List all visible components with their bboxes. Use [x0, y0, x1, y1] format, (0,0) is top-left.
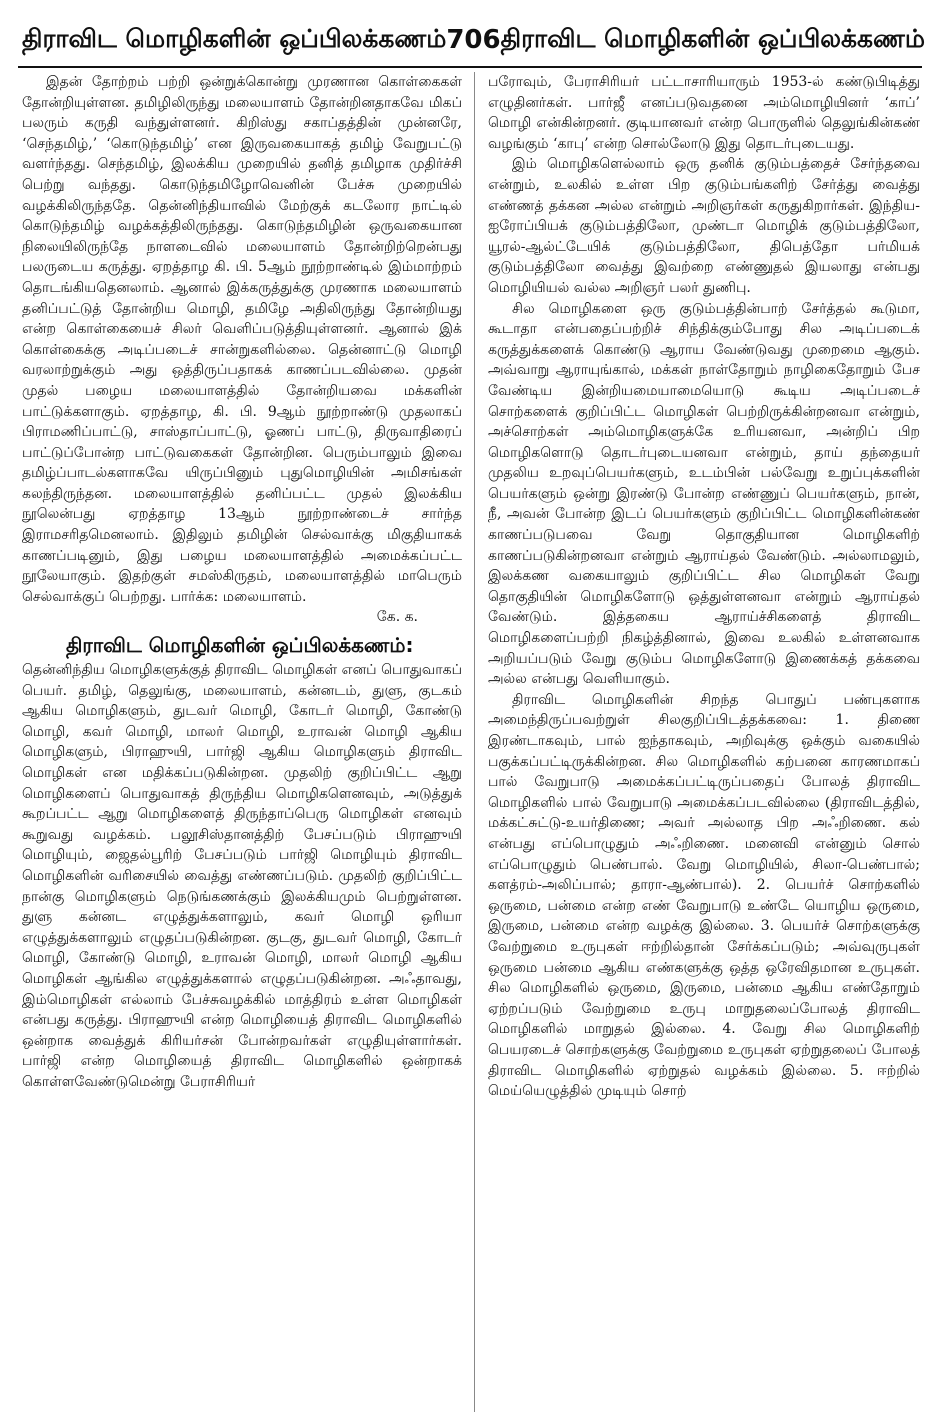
parji-paragraph: பரோவும், பேராசிரியர் பட்டாசாரியாரும் 1953-ல் கண்டுபிடித்து எழுதினர்கள். பார்ஜீ எனப்படுவதனை அம்மொழியினர் ‘காப்’ மொழி என்கின்றனர். குடியானவர் என்ற பொருளில் தெலுங்கின்கண் வழங்கும் ‘காபு’ என்ற சொல்லோடு இது தொடர்புடையது.: [488, 74, 920, 152]
features-paragraph: திராவிட மொழிகளின் சிறந்த பொதுப் பண்புகளாக அமைந்திருப்பவற்றுள் சிலகுறிப்பிடத்தக்கவை: 1. திணை இரண்டாகவும், பால் ஐந்தாகவும், அறிவுக்கு ஒக்கும் வகையில் பகுக்கப்பட்டிருக்கின்றன. சில மொழிகளில் கற்பனை காரணமாகப் பால் வேறுபாடு அமைக்கப்பட்டிருப்பதைப் போலத் திராவிட மொழிகளில் பால் வேறுபாடு அமைக்கப்படவில்லை (திராவிடத்தில், மக்கட்சுட்டு-உயர்திணை; அவர் அல்லாத பிற அஃறிணை. கல் என்பது எப்பொழுதும் அஃறிணை. மனைவி என்னும் சொல் எப்பொழுதும் பெண்பால். வேறு மொழியில், சிலா-பெண்பால்; களத்ரம்-அலிப்பால்; தாரா-ஆண்பால்). 2. பெயர்ச் சொற்களில் ஒருமை, பன்மை என்ற எண் வேறுபாடு உண்டே யொழிய ஒருமை, இருமை, பன்மை என்ற வழக்கு இல்லை. 3. பெயர்ச் சொற்களுக்கு வேற்றுமை உருபுகள் ஈற்றில்தான் சேர்க்கப்படும்; அவ்வுருபுகள் ஒருமை பன்மை ஆகிய எண்களுக்கு ஒத்த ஒரேவிதமான உருபுகள். சில மொழிகளில் ஒருமை, இருமை, பன்மை ஆகிய எண்தோறும் ஏற்றப்படும் வேற்றுமை உருபு மாறுதலைப்போலத் திராவிட மொழிகளில் மாறுதல் இல்லை. 4. வேறு சில மொழிகளிற் பெயரடைச் சொற்களுக்கு வேற்றுமை உருபுகள் ஏற்றுதலைப் போலத் திராவிட மொழிகளில் ஏற்றுதல் வழக்கம் இல்லை. 5. ஈற்றில் மெய்யெழுத்தில் முடியும் சொற்: [488, 691, 920, 1100]
right-column: [488, 72, 920, 1417]
column-divider: [474, 72, 475, 1412]
family-paragraph: இம் மொழிகளெல்லாம் ஒரு தனிக் குடும்பத்தைச் சேர்ந்தவை என்றும், உலகில் உள்ள பிற குடும்பங்களிற் சேர்த்து வைத்து எண்ணத் தக்கன அல்ல என்றும் அறிஞர்கள் கருதுகிறார்கள். இந்திய-ஐரோப்பியக் குடும்பத்திலோ, முண்டா மொழிக் குடும்பத்திலோ, யூரல்-ஆல்ட்டேயிக் குடும்பத்திலோ, திபெத்தோ பர்மியக் குடும்பத்திலோ வைத்து இவற்றை எண்ணுதல் இயலாது என்பது மொழியியல் வல்ல அறிஞர் பலர் துணிபு.: [488, 156, 920, 296]
header-title-left: திராவிட மொழிகளின் ஒப்பிலக்கணம்: [22, 23, 447, 53]
header-title-right: திராவிட மொழிகளின் ஒப்பிலக்கணம்: [500, 23, 925, 53]
method-paragraph: சில மொழிகளை ஒரு குடும்பத்தின்பாற் சேர்த்தல் கூடுமா, கூடாதா என்பதைப்பற்றிச் சிந்திக்கும்போது சில அடிப்படைக் கருத்துக்களைக் கொண்டு ஆராய வேண்டுவது முறைமை ஆகும். அவ்வாறு ஆராயுங்கால், மக்கள் நாள்தோறும் நாழிகைதோறும் பேச வேண்டிய இன்றியமையாமையொடு கூடிய அடிப்படைச் சொற்களைக் குறிப்பிட்ட மொழிகள் பெற்றிருக்கின்றனவா என்றும், அச்சொற்கள் அம்மொழிகளுக்கே உரியனவா, அன்றிப் பிற மொழிகளொடு தொடர்புடையனவா என்றும், தாய் தந்தையர் முதலிய உறவுப்பெயர்களும், உடம்பின் பல்வேறு உறுப்புக்களின் பெயர்களும் ஒன்று இரண்டு போன்ற எண்ணுப் பெயர்களும், நான், நீ, அவன் போன்ற இடப் பெயர்களும் குறிப்பிட்ட மொழிகளின்கண் காணப்படுபவை வேறு தொகுதியான மொழிகளிற் காணப்படுகின்றனவா என்றும் ஆராய்தல் வேண்டும். அல்லாமலும், இலக்கண வகையாலும் குறிப்பிட்ட சில மொழிகள் வேறு தொகுதியின் மொழிகளோடு ஒத்துள்ளனவா என்றும் ஆராய்தல் வேண்டும். இத்தகைய ஆராய்ச்சிகளைத் திராவிட மொழிகளைப்பற்றி நிகழ்த்தினால், இவை உலகில் உள்ளனவாக அறியப்படும் வேறு குடும்ப மொழிகளோடு இணைக்கத் தக்கவை அல்ல என்பது வெளியாகும்.: [488, 300, 920, 688]
page-number: 706: [446, 25, 501, 55]
left-column: [22, 72, 462, 1417]
running-header: [22, 18, 925, 62]
header-rule: [18, 66, 922, 68]
malayalam-origin-paragraph: இதன் தோற்றம் பற்றி ஒன்றுக்கொன்று முரணான கொள்கைகள் தோன்றியுள்ளன. தமிழிலிருந்து மலையாளம் தோன்றினதாகவே மிகப் பலரும் கருதி வந்துள்ளனர். கிறிஸ்து சகாப்தத்தின் முன்னரே, ‘செந்தமிழ்,’ ‘கொடுந்தமிழ்’ என இருவகையாகத் தமிழ் வேறுபட்டு வளர்ந்தது. செந்தமிழ், இலக்கிய முறையில் தனித் தமிழாக முதிர்ச்சி பெற்று வந்தது. கொடுந்தமிழோவெனின் பேச்சு முறையில் வழக்கிலிருந்ததே. தென்னிந்தியாவில் மேற்குக் கடலோர நாட்டில் கொடுந்தமிழ் வழக்கத்திலிருந்தது. கொடுந்தமிழின் ஒருவகையான நிலையிலிருந்தே நாளடைவில் மலையாளம் தோன்றிற்றென்பது பலருடைய கருத்து. ஏறத்தாழ கி. பி. 5ஆம் நூற்றாண்டில் இம்மாற்றம் தொடங்கியதெனலாம். ஆனால் இக்கருத்துக்கு முரணாக மலையாளம் தனிப்பட்டுத் தோன்றிய மொழி, தமிழே அதிலிருந்து தோன்றியது என்ற கொள்கையைச் சிலர் வெளிப்படுத்தியுள்ளனர். ஆனால் இக் கொள்கைக்கு அடிப்படைச் சான்றுகளில்லை. தென்னாட்டு மொழி வரலாற்றுக்கும் அது ஒத்திருப்பதாகக் காணப்படவில்லை. முதன் முதல் பழைய மலையாளத்தில் தோன்றியவை மக்களின் பாட்டுக்களாகும். ஏறத்தாழ, கி. பி. 9ஆம் நூற்றாண்டு முதலாகப் பிராமணிப்பாட்டு, சாஸ்தாப்பாட்டு, ஓணப் பாட்டு, திருவாதிரைப் பாட்டுப்போன்ற பாட்டுவகைகள் தோன்றின. பெரும்பாலும் இவை தமிழ்ப்பாடல்களாகவே யிருப்பினும் புதுமொழியின் அமிசங்கள் கலந்திருந்தன. மலையாளத்தில் தனிப்பட்ட முதல் இலக்கிய நூலென்பது ஏறத்தாழ 13ஆம் நூற்றாண்டைச் சார்ந்த இராமசரிதமெனலாம். இதிலும் தமிழின் செல்வாக்கு மிகுதியாகக் காணப்படினும், இது பழைய மலையாளத்தில் அமைக்கப்பட்ட நூலேயாகும். இதற்குள் சமஸ்கிருதம், மலையாளத்தில் மாபெரும் செல்வாக்குப் பெற்றது. பார்க்க: மலையாளம்.: [22, 74, 462, 605]
dravidian-languages-paragraph: தென்னிந்திய மொழிகளுக்குத் திராவிட மொழிகள் எனப் பொதுவாகப் பெயர். தமிழ், தெலுங்கு, மலையாளம், கன்னடம், துளு, குடகம் ஆகிய மொழிகளும், துடவர் மொழி, கோடர் மொழி, கோண்டு மொழி, கவர் மொழி, மாலர் மொழி, உராவன் மொழி ஆகிய மொழிகளும், பிராஹுயி, பார்ஜி ஆகிய மொழிகளும் திராவிட மொழிகள் என மதிக்கப்படுகின்றன. முதலிற் குறிப்பிட்ட ஆறு மொழிகளைப் பொதுவாகத் திருந்திய மொழிகளெனவும், அடுத்துக் கூறப்பட்ட ஆறு மொழிகளைத் திருந்தாப்பெரு மொழிகள் எனவும் கூறுவது வழக்கம். பலூசிஸ்தானத்திற் பேசப்படும் பிராஹுயி மொழியும், ஜைதல்பூரிற் பேசப்படும் பார்ஜி மொழியும் திராவிட மொழிகளின் வரிசையில் வைத்து எண்ணப்படும். முதலிற் குறிப்பிட்ட நான்கு மொழிகளும் நெடுங்கணக்கும் இலக்கியமும் பெற்றுள்ளன. துளு கன்னட எழுத்துக்களாலும், கவர் மொழி ஒரியா எழுத்துக்களாலும் எழுதப்படுகின்றன. குடகு, துடவர் மொழி, கோடர் மொழி, கோண்டு மொழி, உராவன் மொழி, மாலர் மொழி ஆகிய மொழிகள் ஆங்கில எழுத்துக்களால் எழுதப்படுகின்றன. அஃதாவது, இம்மொழிகள் எல்லாம் பேச்சுவழக்கில் மாத்திரம் உள்ள மொழிகள் என்பது கருத்து. பிராஹுயி என்ற மொழியைத் திராவிட மொழிகளில் ஒன்றாக வைத்துக் கிரியர்சன் போன்றவர்கள் எழுதியுள்ளார்கள். பார்ஜி என்ற மொழியைத் திராவிட மொழிகளில் ஒன்றாகக் கொள்ளவேண்டுமென்று பேராசிரியர்: [22, 662, 462, 1090]
author-signature: கே. க.: [376, 609, 418, 626]
section-heading: திராவிட மொழிகளின் ஒப்பிலக்கணம்:: [66, 633, 414, 658]
